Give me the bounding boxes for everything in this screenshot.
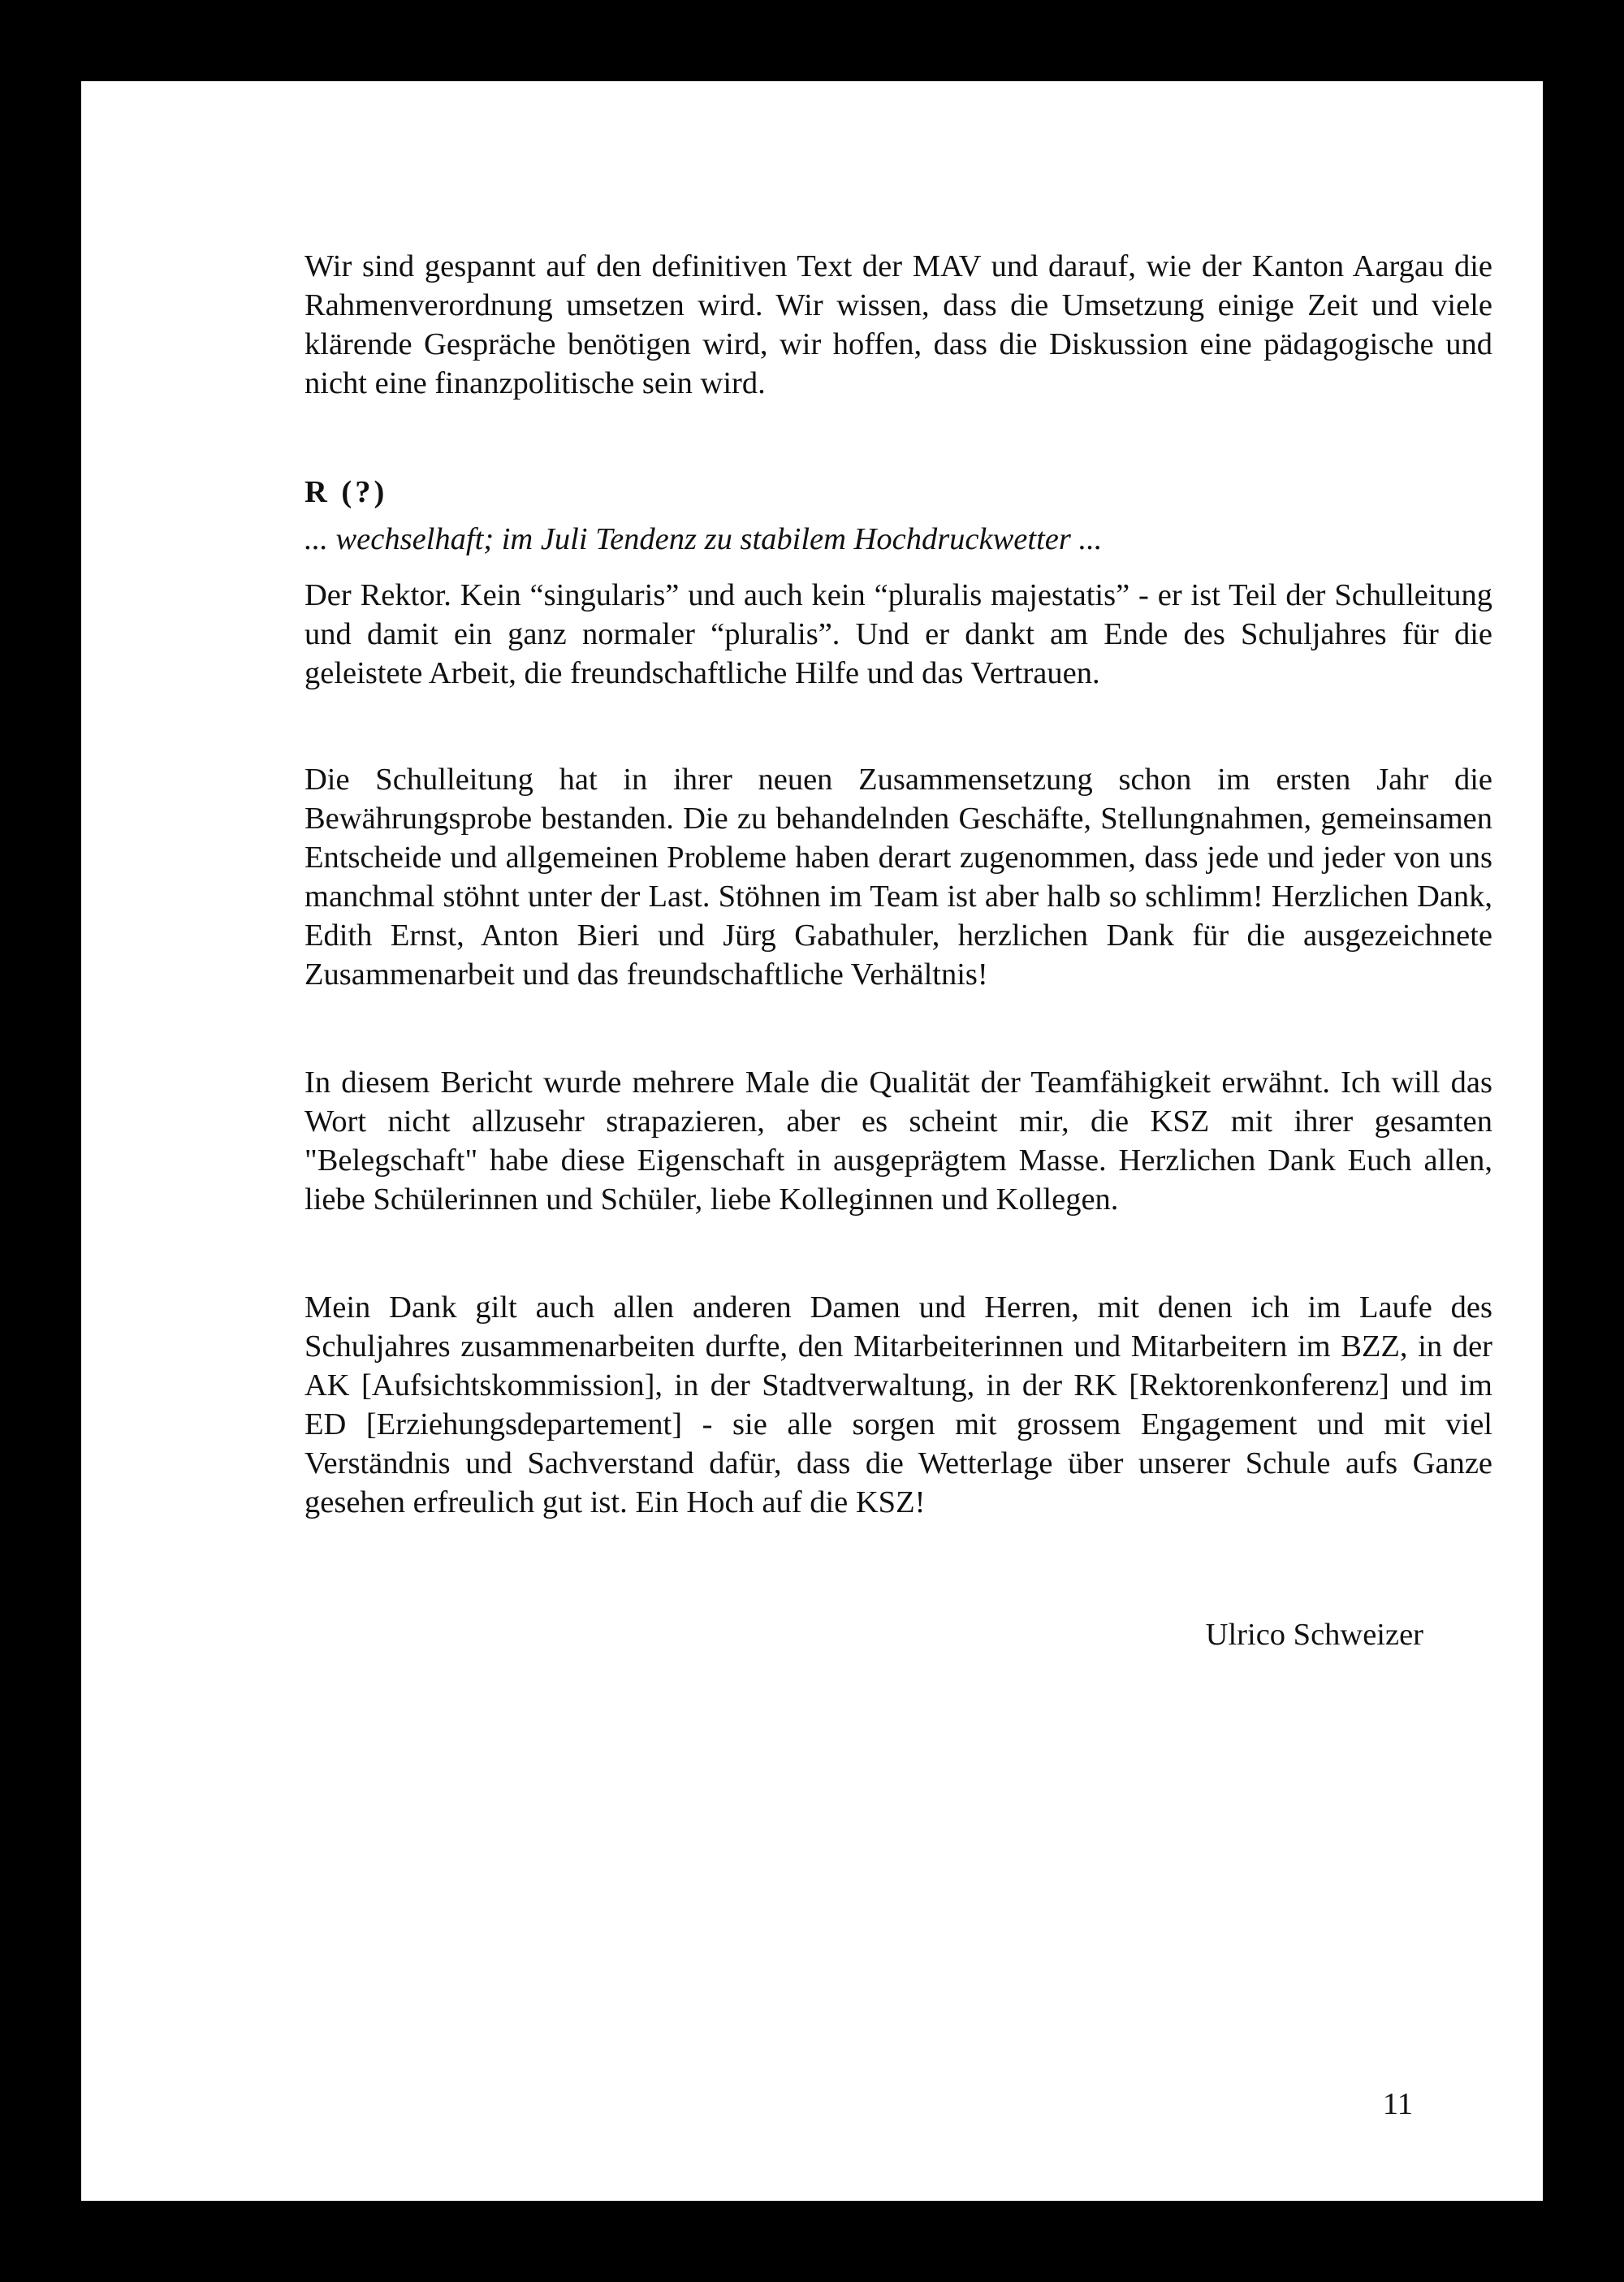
paragraph-rektor: Der Rektor. Kein “singularis” und auch kein “pluralis majestatis” - er ist Teil der Schulleitung und damit ein ganz normaler “pluralis”. Und er dankt am Ende des Schuljahres für die geleistete Arbeit, die freundschaftliche Hilfe und das Vertrauen. (304, 578, 1492, 690)
paragraph-dank: Mein Dank gilt auch allen anderen Damen und Herren, mit denen ich im Laufe des Schuljahres zusammenarbeiten durfte, den Mitarbeiterinnen und Mitarbeitern im BZZ, in der AK [Aufsichtskommission], in der Stadtverwaltung, in der RK [Rektorenkonferenz] und im ED [Erziehungsdepartement] - sie alle sorgen mit grossem Engagement und mit viel Verständnis und Sachverstand dafür, dass die Wetterlage über unserer Schule aufs Ganze gesehen erfreulich gut ist. Ein Hoch auf die KSZ! (304, 1290, 1492, 1519)
intro-paragraph: Wir sind gespannt auf den definitiven Text der MAV und darauf, wie der Kanton Aargau die Rahmenverordnung umsetzen wird. Wir wissen, dass die Umsetzung einige Zeit und viele klärende Gespräche benötigen wird, wir hoffen, dass die Diskussion eine pädagogische und nicht eine finanzpolitische sein wird. (304, 249, 1492, 400)
paragraph-teamfaehigkeit: In diesem Bericht wurde mehrere Male die Qualität der Teamfähigkeit erwähnt. Ich will das Wort nicht allzusehr strapazieren, aber es scheint mir, die KSZ mit ihrer gesamten "Belegschaft" habe diese Eigenschaft in ausgeprägtem Masse. Herzlichen Dank Euch allen, liebe Schülerinnen und Schüler, liebe Kolleginnen und Kollegen. (304, 1065, 1492, 1217)
signature: Ulrico Schweizer (1205, 1618, 1423, 1652)
document-page (81, 81, 1543, 2201)
section-heading: R (?) (304, 475, 388, 509)
section-subtitle: ... wechselhaft; im Juli Tendenz zu stabilem Hochdruckwetter ... (304, 522, 1103, 556)
paragraph-schulleitung: Die Schulleitung hat in ihrer neuen Zusammensetzung schon im ersten Jahr die Bewährungsprobe bestanden. Die zu behandelnden Geschäfte, Stellungnahmen, gemeinsamen Entscheide und allgemeinen Probleme haben derart zugenommen, dass jede und jeder von uns manchmal stöhnt unter der Last. Stöhnen im Team ist aber halb so schlimm! Herzlichen Dank, Edith Ernst, Anton Bieri und Jürg Gabathuler, herzlichen Dank für die ausgezeichnete Zusammenarbeit und das freundschaftliche Verhältnis! (304, 763, 1492, 992)
page-number: 11 (1382, 2087, 1413, 2121)
